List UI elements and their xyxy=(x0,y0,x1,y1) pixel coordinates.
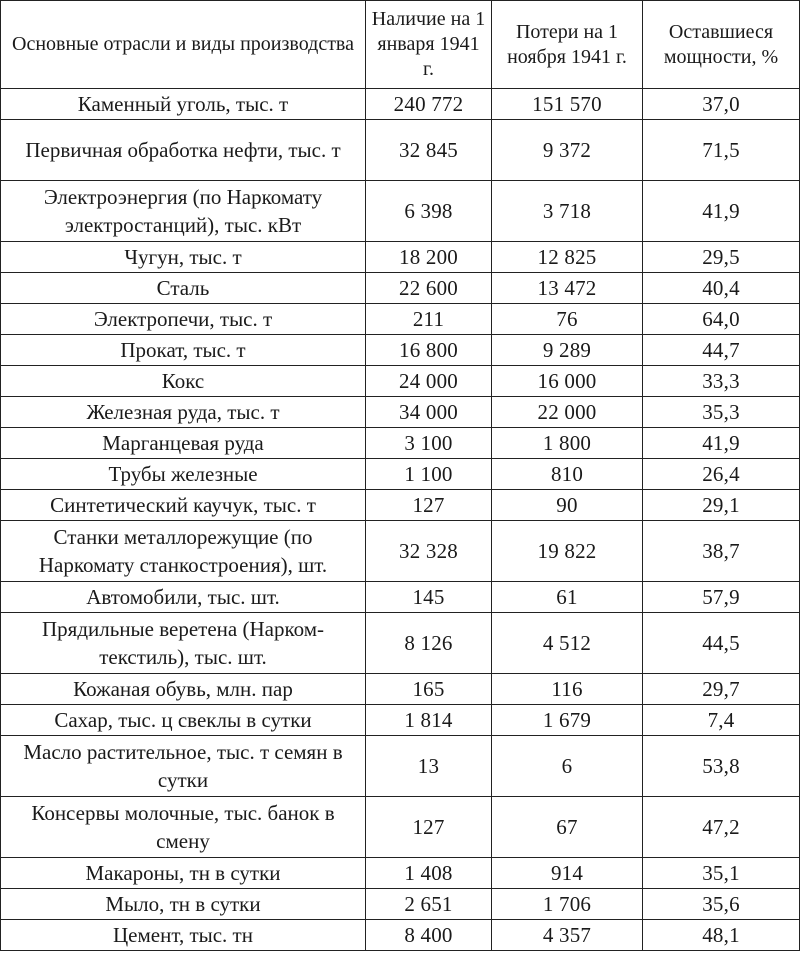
industry-cell: Каменный уголь, тыс. т xyxy=(1,89,366,120)
industry-cell: Электроэнергия (по Наркомату электростанций), тыс. кВт xyxy=(1,181,366,242)
available-cell: 34 000 xyxy=(366,397,492,428)
available-cell: 18 200 xyxy=(366,242,492,273)
available-cell: 1 408 xyxy=(366,858,492,889)
losses-cell: 4 512 xyxy=(492,613,643,674)
industry-cell: Марганцевая руда xyxy=(1,428,366,459)
table-row xyxy=(1,120,800,181)
remaining-cell: 44,5 xyxy=(643,613,800,674)
losses-cell: 12 825 xyxy=(492,242,643,273)
available-cell: 8 126 xyxy=(366,613,492,674)
industry-cell: Консервы молочные, тыс. банок в смену xyxy=(1,797,366,858)
remaining-cell: 35,6 xyxy=(643,889,800,920)
remaining-cell: 47,2 xyxy=(643,797,800,858)
remaining-cell: 26,4 xyxy=(643,459,800,490)
industry-cell: Макароны, тн в сутки xyxy=(1,858,366,889)
available-cell: 32 845 xyxy=(366,120,492,181)
table-row xyxy=(1,920,800,951)
available-cell: 211 xyxy=(366,304,492,335)
remaining-cell: 41,9 xyxy=(643,181,800,242)
header-available: Наличие на 1 января 1941 г. xyxy=(366,1,492,89)
industry-cell: Сталь xyxy=(1,273,366,304)
losses-cell: 914 xyxy=(492,858,643,889)
losses-cell: 151 570 xyxy=(492,89,643,120)
losses-cell: 19 822 xyxy=(492,521,643,582)
remaining-cell: 7,4 xyxy=(643,705,800,736)
available-cell: 16 800 xyxy=(366,335,492,366)
remaining-cell: 29,1 xyxy=(643,490,800,521)
industry-cell: Кокс xyxy=(1,366,366,397)
table-row xyxy=(1,674,800,705)
available-cell: 8 400 xyxy=(366,920,492,951)
table-row xyxy=(1,181,800,242)
table-row xyxy=(1,490,800,521)
industry-cell: Первичная обработка нефти, тыс. т xyxy=(1,120,366,181)
table-row xyxy=(1,858,800,889)
remaining-cell: 53,8 xyxy=(643,736,800,797)
available-cell: 6 398 xyxy=(366,181,492,242)
table-row xyxy=(1,304,800,335)
remaining-cell: 38,7 xyxy=(643,521,800,582)
losses-cell: 810 xyxy=(492,459,643,490)
industry-cell: Прокат, тыс. т xyxy=(1,335,366,366)
table-row xyxy=(1,797,800,858)
available-cell: 127 xyxy=(366,490,492,521)
losses-cell: 13 472 xyxy=(492,273,643,304)
table-row xyxy=(1,242,800,273)
industry-cell: Трубы железные xyxy=(1,459,366,490)
table-row xyxy=(1,273,800,304)
available-cell: 1 814 xyxy=(366,705,492,736)
losses-cell: 76 xyxy=(492,304,643,335)
remaining-cell: 40,4 xyxy=(643,273,800,304)
remaining-cell: 29,7 xyxy=(643,674,800,705)
remaining-cell: 33,3 xyxy=(643,366,800,397)
industry-cell: Чугун, тыс. т xyxy=(1,242,366,273)
table-row xyxy=(1,397,800,428)
industry-cell: Масло растительное, тыс. т семян в сутки xyxy=(1,736,366,797)
remaining-cell: 29,5 xyxy=(643,242,800,273)
industry-cell: Прядильные веретена (Нарком-текстиль), тыс. шт. xyxy=(1,613,366,674)
losses-cell: 61 xyxy=(492,582,643,613)
losses-cell: 3 718 xyxy=(492,181,643,242)
table-row xyxy=(1,889,800,920)
remaining-cell: 35,3 xyxy=(643,397,800,428)
available-cell: 13 xyxy=(366,736,492,797)
losses-cell: 67 xyxy=(492,797,643,858)
available-cell: 3 100 xyxy=(366,428,492,459)
remaining-cell: 64,0 xyxy=(643,304,800,335)
industry-cell: Электропечи, тыс. т xyxy=(1,304,366,335)
header-row xyxy=(1,1,800,89)
remaining-cell: 71,5 xyxy=(643,120,800,181)
industry-cell: Мыло, тн в сутки xyxy=(1,889,366,920)
table-row xyxy=(1,428,800,459)
losses-cell: 4 357 xyxy=(492,920,643,951)
remaining-cell: 44,7 xyxy=(643,335,800,366)
table-row xyxy=(1,459,800,490)
industry-cell: Автомобили, тыс. шт. xyxy=(1,582,366,613)
remaining-cell: 35,1 xyxy=(643,858,800,889)
header-losses: Потери на 1 ноября 1941 г. xyxy=(492,1,643,89)
available-cell: 145 xyxy=(366,582,492,613)
header-remaining: Оставшиеся мощности, % xyxy=(643,1,800,89)
losses-cell: 116 xyxy=(492,674,643,705)
table-row xyxy=(1,521,800,582)
table-row xyxy=(1,335,800,366)
available-cell: 165 xyxy=(366,674,492,705)
table-row xyxy=(1,366,800,397)
table-row xyxy=(1,582,800,613)
available-cell: 240 772 xyxy=(366,89,492,120)
available-cell: 1 100 xyxy=(366,459,492,490)
remaining-cell: 41,9 xyxy=(643,428,800,459)
available-cell: 24 000 xyxy=(366,366,492,397)
industry-cell: Цемент, тыс. тн xyxy=(1,920,366,951)
table-row xyxy=(1,613,800,674)
remaining-cell: 57,9 xyxy=(643,582,800,613)
table-header xyxy=(1,1,800,89)
losses-cell: 1 679 xyxy=(492,705,643,736)
losses-cell: 9 289 xyxy=(492,335,643,366)
available-cell: 2 651 xyxy=(366,889,492,920)
available-cell: 127 xyxy=(366,797,492,858)
remaining-cell: 37,0 xyxy=(643,89,800,120)
available-cell: 22 600 xyxy=(366,273,492,304)
industry-cell: Железная руда, тыс. т xyxy=(1,397,366,428)
table-row xyxy=(1,736,800,797)
header-industry: Основные отрасли и виды производства xyxy=(1,1,366,89)
losses-cell: 16 000 xyxy=(492,366,643,397)
losses-cell: 1 800 xyxy=(492,428,643,459)
losses-cell: 9 372 xyxy=(492,120,643,181)
losses-cell: 22 000 xyxy=(492,397,643,428)
losses-cell: 1 706 xyxy=(492,889,643,920)
industry-cell: Синтетический каучук, тыс. т xyxy=(1,490,366,521)
industry-cell: Кожаная обувь, млн. пар xyxy=(1,674,366,705)
industry-cell: Станки металлорежущие (по Наркомату станкостроения), шт. xyxy=(1,521,366,582)
industry-cell: Сахар, тыс. ц свеклы в сутки xyxy=(1,705,366,736)
table-row xyxy=(1,89,800,120)
losses-cell: 6 xyxy=(492,736,643,797)
table-row xyxy=(1,705,800,736)
table-body xyxy=(1,89,800,951)
losses-cell: 90 xyxy=(492,490,643,521)
available-cell: 32 328 xyxy=(366,521,492,582)
remaining-cell: 48,1 xyxy=(643,920,800,951)
